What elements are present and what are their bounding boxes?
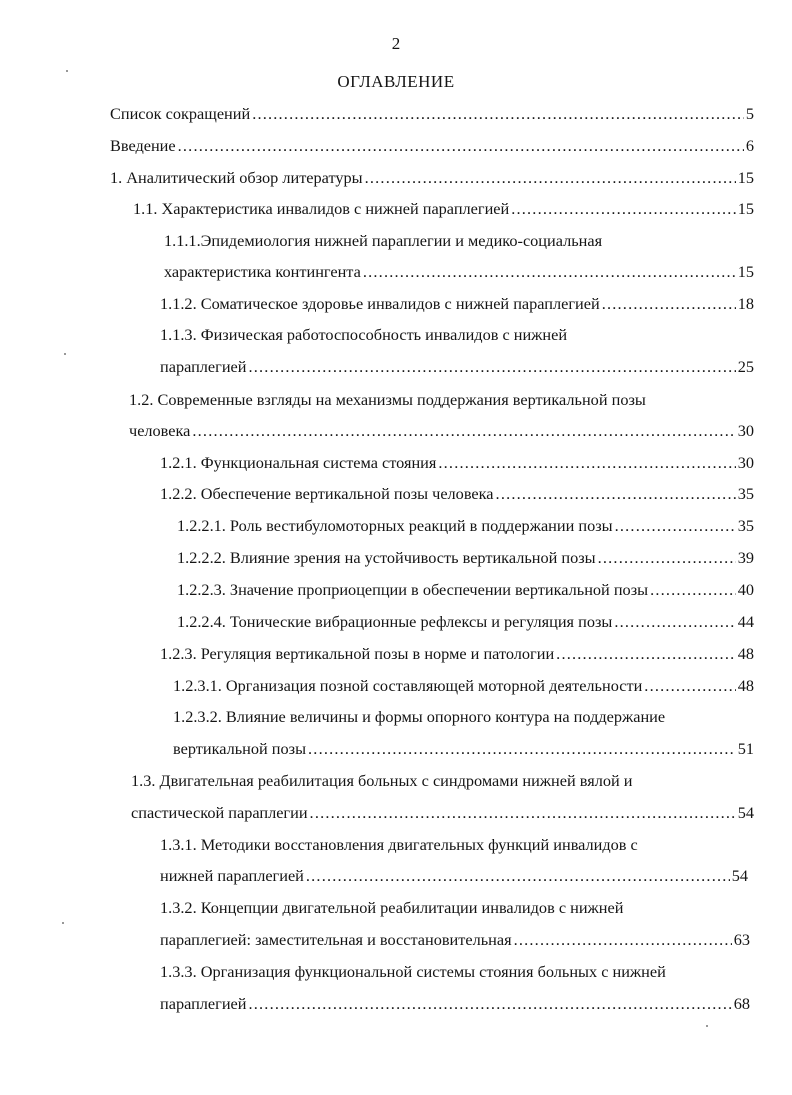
toc-entry-title: нижней параплегией <box>160 866 304 885</box>
toc-entry <box>160 930 750 952</box>
toc-leader <box>598 548 736 568</box>
toc-entry-title: 1.2.2.1. Роль вестибуломоторных реакций в поддержании позы <box>177 516 613 535</box>
toc-leader <box>556 644 736 664</box>
toc-entry <box>177 548 754 570</box>
scan-speck <box>706 1025 708 1027</box>
toc-entry: 1.3. Двигательная реабилитация больных с синдромами нижней вялой и <box>131 771 633 790</box>
toc-entry <box>177 580 754 602</box>
toc-leader <box>249 357 736 377</box>
toc-leader <box>192 421 735 441</box>
toc-entry <box>173 676 754 698</box>
toc-entry: 1.3.1. Методики восстановления двигательных функций инвалидов с <box>160 835 638 854</box>
toc-entry <box>160 994 750 1016</box>
toc-leader <box>438 453 735 473</box>
toc-entry-page: 48 <box>737 676 754 695</box>
toc-entry-page: 40 <box>737 580 754 599</box>
toc-entry-title: 1.2.2. Обеспечение вертикальной позы человека <box>160 484 494 503</box>
toc-leader <box>252 104 744 124</box>
toc-entry-title: 1.2.3. Регуляция вертикальной позы в норме и патологии <box>160 644 555 663</box>
page-number: 2 <box>391 34 401 53</box>
toc-entry <box>129 421 754 443</box>
toc-entry-title: 1.2.2.4. Тонические вибрационные рефлексы и регуляция позы <box>177 612 613 631</box>
toc-entry-page: 54 <box>731 866 748 885</box>
toc-entry-title: 1.2.2.2. Влияние зрения на устойчивость вертикальной позы <box>177 548 596 567</box>
toc-entry-page: 15 <box>737 262 754 281</box>
toc-entry-title: 1.2.1. Функциональная система стояния <box>160 453 437 472</box>
toc-leader <box>178 136 744 156</box>
scan-speck <box>66 70 68 72</box>
toc-entry-page: 18 <box>737 294 754 313</box>
toc-entry-title: Введение <box>110 136 176 155</box>
toc-entry-title: Список сокращений <box>110 104 251 123</box>
toc-entry-title: 1. Аналитический обзор литературы <box>110 168 363 187</box>
toc-leader <box>644 676 735 696</box>
toc-entry-title: 1.1.2. Соматическое здоровье инвалидов с нижней параплегией <box>160 294 600 313</box>
toc-entry-title: параплегией: заместительная и восстановительная <box>160 930 512 949</box>
toc-title: ОГЛАВЛЕНИЕ <box>337 72 455 91</box>
toc-entry: 1.2.3.2. Влияние величины и формы опорного контура на поддержание <box>173 707 666 726</box>
toc-entry-page: 51 <box>737 739 754 758</box>
toc-entry <box>160 453 754 475</box>
toc-entry <box>131 803 754 825</box>
toc-entry <box>177 516 754 538</box>
toc-entry <box>160 294 754 316</box>
toc-entry-title: 1.2.3.1. Организация позной составляющей моторной деятельности <box>173 676 643 695</box>
toc-leader <box>308 739 736 759</box>
toc-leader <box>496 484 736 504</box>
toc-entry <box>110 104 754 126</box>
toc-entry <box>110 168 754 190</box>
toc-leader <box>310 803 736 823</box>
toc-entry: 1.3.3. Организация функциональной системы стояния больных с нижней <box>160 962 666 981</box>
toc-entry-page: 5 <box>745 104 754 123</box>
toc-leader <box>365 168 736 188</box>
toc-entry <box>164 262 754 284</box>
toc-entry <box>160 357 754 379</box>
toc-entry-page: 6 <box>745 136 754 155</box>
toc-entry-page: 35 <box>737 484 754 503</box>
toc-entry-title: спастической параплегии <box>131 803 308 822</box>
toc-entry-title: 1.2.2.3. Значение проприоцепции в обеспечении вертикальной позы <box>177 580 649 599</box>
toc-entry-title: человека <box>129 421 191 440</box>
toc-entry <box>173 739 754 761</box>
toc-entry-page: 54 <box>737 803 754 822</box>
toc-entry-page: 15 <box>737 168 754 187</box>
toc-entry: 1.1.3. Физическая работоспособность инвалидов с нижней <box>160 325 568 344</box>
scan-speck <box>62 922 64 924</box>
toc-entry-page: 15 <box>737 199 754 218</box>
toc-entry-title: вертикальной позы <box>173 739 307 758</box>
toc-leader <box>306 866 730 886</box>
toc-leader <box>650 580 736 600</box>
toc-entry-title: 1.1. Характеристика инвалидов с нижней параплегией <box>133 199 510 218</box>
toc-leader <box>514 930 732 950</box>
toc-entry-title: характеристика контингента <box>164 262 361 281</box>
toc-entry-page: 25 <box>737 357 754 376</box>
toc-entry-title: параплегией <box>160 994 247 1013</box>
toc-entry: 1.3.2. Концепции двигательной реабилитации инвалидов с нижней <box>160 898 624 917</box>
toc-entry: 1.2. Современные взгляды на механизмы поддержания вертикальной позы <box>129 390 646 409</box>
toc-leader <box>249 994 732 1014</box>
toc-entry-page: 48 <box>737 644 754 663</box>
toc-leader <box>614 612 735 632</box>
scan-speck <box>64 353 66 355</box>
toc-leader <box>363 262 736 282</box>
toc-entry-page: 35 <box>737 516 754 535</box>
toc-entry <box>110 136 754 158</box>
toc-entry <box>133 199 754 221</box>
toc-entry-page: 39 <box>737 548 754 567</box>
toc-entry <box>160 644 754 666</box>
toc-entry: 1.1.1.Эпидемиология нижней параплегии и медико-социальная <box>164 231 603 250</box>
toc-entry-page: 63 <box>733 930 750 949</box>
toc-entry <box>160 484 754 506</box>
toc-entry <box>160 866 748 888</box>
toc-entry-page: 30 <box>737 453 754 472</box>
toc-entry-title: параплегией <box>160 357 247 376</box>
toc-entry-page: 30 <box>737 421 754 440</box>
toc-leader <box>602 294 736 314</box>
toc-leader <box>511 199 736 219</box>
toc-leader <box>615 516 736 536</box>
toc-entry-page: 68 <box>733 994 750 1013</box>
toc-entry <box>177 612 754 634</box>
toc-entry-page: 44 <box>737 612 754 631</box>
